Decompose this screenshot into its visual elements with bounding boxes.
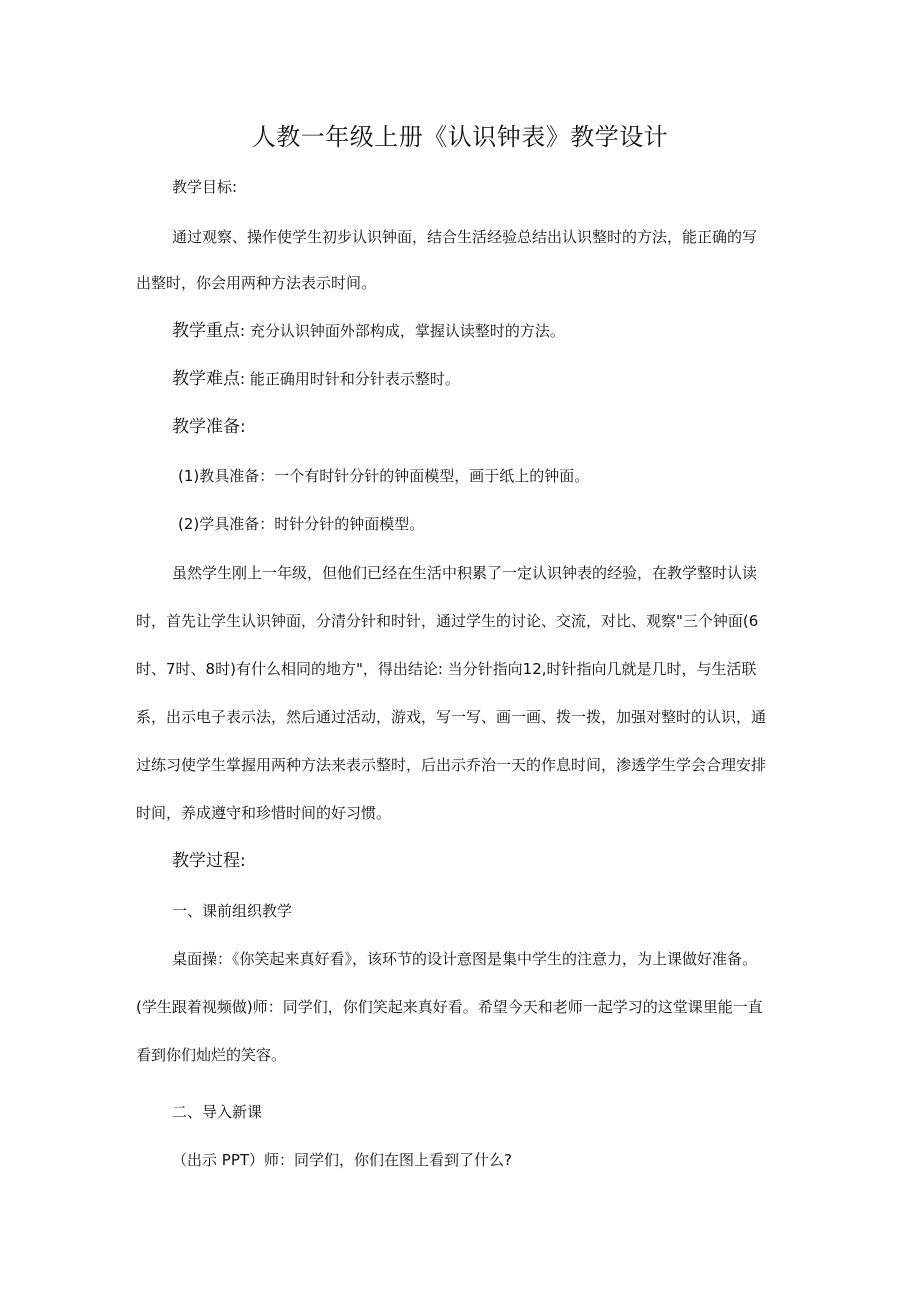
paragraph-line: 时、7时、8时)有什么相同的地方"，得出结论: 当分针指向12,时针指向几就是几时，与生活联: [136, 660, 757, 678]
section-1-line: 看到你们灿烂的笑容。: [136, 1046, 287, 1064]
difficulty-text: : 能正确用时针和分针表示整时。: [240, 370, 460, 388]
section-2-line: （出示 PPT）师：同学们，你们在图上看到了什么?: [172, 1151, 512, 1169]
section-1-title: 一、课前组织教学: [172, 902, 293, 920]
objectives-text-line-2: 出整时，你会用两种方法表示时间。: [136, 274, 377, 292]
preparation-heading: 教学准备:: [172, 417, 246, 437]
paragraph-line: 时间，养成遵守和珍惜时间的好习惯。: [136, 804, 392, 822]
document-title: 人教一年级上册《认识钟表》教学设计: [251, 123, 669, 151]
section-1-line: 桌面操：《你笑起来真好看》，该环节的设计意图是集中学生的注意力，为上课做好准备。: [172, 950, 758, 968]
objectives-text-line-1: 通过观察、操作使学生初步认识钟面，结合生活经验总结出认识整时的方法，能正确的写: [172, 228, 758, 246]
prep-item-1: (1)教具准备：一个有时针分针的钟面模型，画于纸上的钟面。: [178, 467, 590, 485]
section-1-line: (学生跟着视频做)师：同学们，你们笑起来真好看。希望今天和老师一起学习的这堂课里能一直: [136, 998, 763, 1016]
key-point-line: [172, 320, 565, 342]
difficulty-line: [172, 368, 460, 390]
paragraph-line: 系，出示电子表示法，然后通过活动，游戏，写一写、画一画、拨一拨，加强对整时的认识，通: [136, 708, 767, 726]
key-point-label: 教学重点: [172, 321, 240, 341]
key-point-text: : 充分认识钟面外部构成，掌握认读整时的方法。: [240, 322, 565, 340]
section-2-title: 二、导入新课: [172, 1103, 263, 1121]
objectives-heading: 教学目标:: [172, 178, 238, 196]
process-heading: 教学过程:: [172, 851, 246, 871]
paragraph-line: 过练习使学生掌握用两种方法来表示整时，后出示乔治一天的作息时间，渗透学生学会合理安排: [136, 756, 767, 774]
prep-item-2: (2)学具准备：时针分针的钟面模型。: [178, 515, 425, 533]
paragraph-line: 时，首先让学生认识钟面，分清分针和时针，通过学生的讨论、交流，对比、观察"三个钟面(6: [136, 612, 759, 630]
paragraph-line: 虽然学生刚上一年级，但他们已经在生活中积累了一定认识钟表的经验，在教学整时认读: [172, 564, 758, 582]
difficulty-label: 教学难点: [172, 369, 240, 389]
